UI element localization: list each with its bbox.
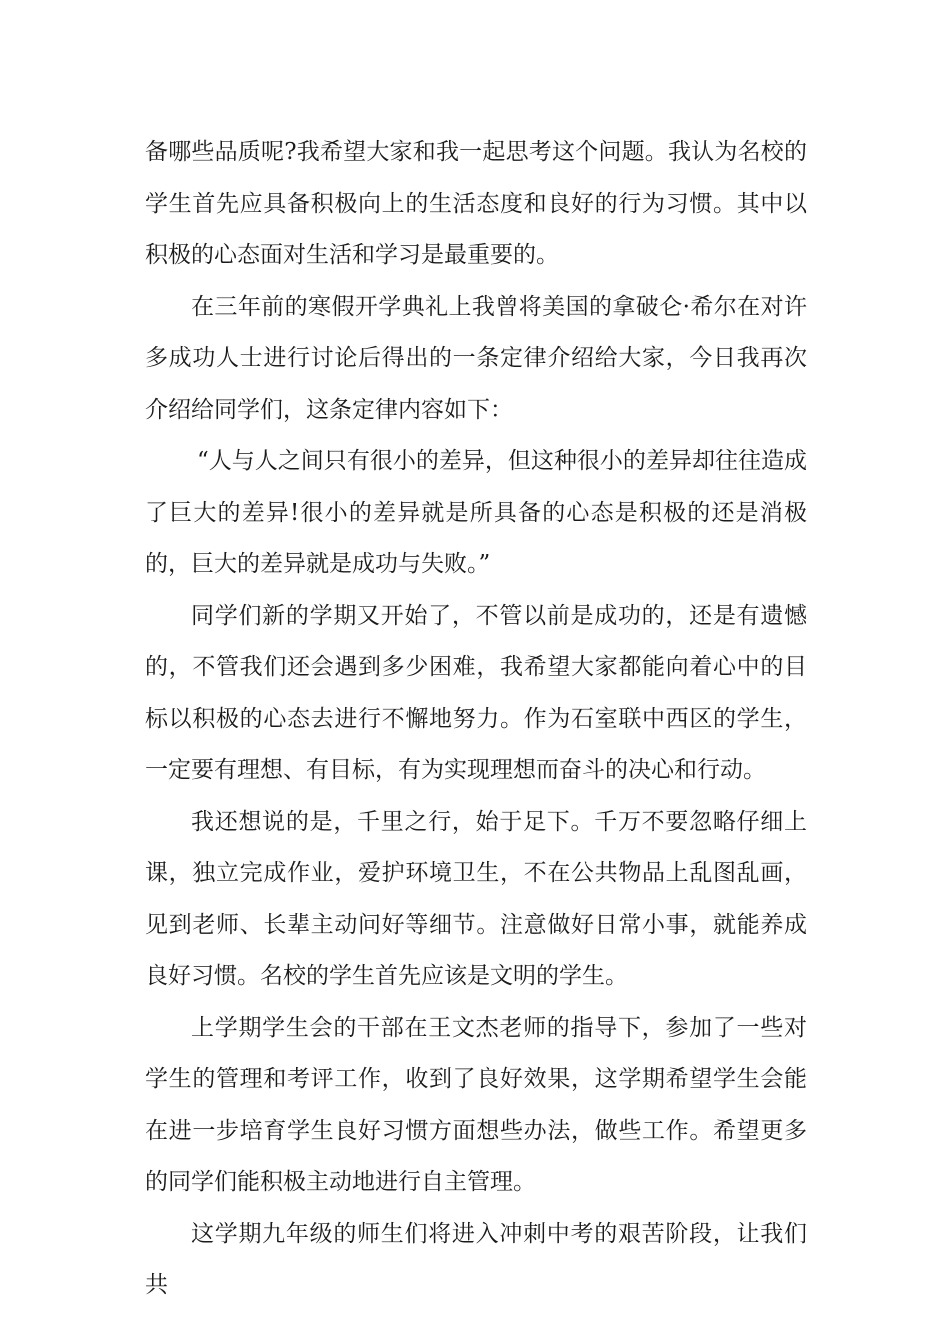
paragraph-new-semester: 同学们新的学期又开始了，不管以前是成功的，还是有遗憾的，不管我们还会遇到多少困难，我希望大家都能向着心中的目标以积极的心态去进行不懈地努力。作为石室联中西区的学生，一定要有理想、有目标，有为实现理想而奋斗的决心和行动。 xyxy=(145,602,807,783)
paragraph-details: 我还想说的是，千里之行，始于足下。千万不要忽略仔细上课，独立完成作业，爱护环境卫生，不在公共物品上乱图乱画，见到老师、长辈主动问好等细节。注意做好日常小事，就能养成良好习惯。名校的学生首先应该是文明的学生。 xyxy=(145,808,807,989)
paragraph-quote: “人与人之间只有很小的差异，但这种很小的差异却往往造成了巨大的差异!很小的差异就是所具备的心态是积极的还是消极的，巨大的差异就是成功与失败。” xyxy=(145,448,807,577)
paragraph-continuation: 备哪些品质呢?我希望大家和我一起思考这个问题。我认为名校的学生首先应具备积极向上的生活态度和良好的行为习惯。其中以积极的心态面对生活和学习是最重要的。 xyxy=(145,139,807,268)
paragraph-ninth-grade: 这学期九年级的师生们将进入冲刺中考的艰苦阶段，让我们共 xyxy=(145,1220,807,1298)
paragraph-napoleon-hill: 在三年前的寒假开学典礼上我曾将美国的拿破仑·希尔在对许多成功人士进行讨论后得出的一条定律介绍给大家，今日我再次介绍给同学们，这条定律内容如下： xyxy=(145,293,807,423)
paragraph-student-council: 上学期学生会的干部在王文杰老师的指导下，参加了一些对学生的管理和考评工作，收到了良好效果，这学期希望学生会能在进一步培育学生良好习惯方面想些办法，做些工作。希望更多的同学们能积极主动地进行自主管理。 xyxy=(145,1014,807,1195)
document-body xyxy=(145,127,807,1312)
